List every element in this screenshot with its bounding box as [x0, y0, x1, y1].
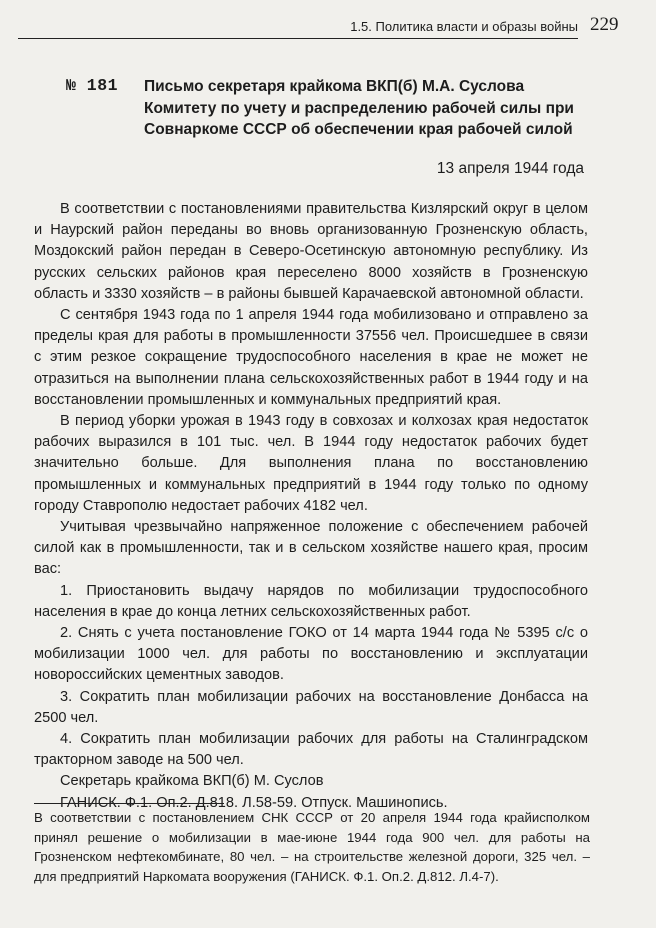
page-number: 229: [590, 14, 619, 35]
document-body: [34, 199, 588, 814]
document-date: 13 апреля 1944 года: [436, 160, 584, 177]
document-number: № 181: [66, 76, 119, 95]
running-header: [18, 18, 578, 39]
request-item: 1. Приостановить выдачу нарядов по мобилизации трудоспособного населения в крае до конца летних сельскохозяйственных работ.: [34, 582, 588, 620]
footnote-divider: [34, 803, 224, 804]
footnote: В соответствии с постановлением СНК СССР от 20 апреля 1944 года крайисполком принял решение о мобилизации в мае-июне 1944 года 900 чел. для работы на Грозненском нефтекомбинате, 80 чел. – на строительстве железной дороги, 325 чел. – для предприятий Наркомата вооружения (ГАНИСК. Ф.1. Оп.2. Д.812. Л.4-7).: [34, 810, 590, 884]
paragraph: В период уборки урожая в 1943 году в совхозах и колхозах края недостаток рабочих выразился в 101 тыс. чел. В 1944 году недостаток рабочих будет значительно больше. Для выполнения плана по восстановлению промышленных и коммунальных предприятий в 1944 году только по одному городу Ставрополю недостает рабочих 4182 чел.: [34, 413, 588, 514]
request-item: 3. Сократить план мобилизации рабочих на восстановление Донбасса на 2500 чел.: [34, 688, 588, 726]
section-title: 1.5. Политика власти и образы войны: [350, 19, 578, 34]
paragraph: В соответствии с постановлениями правительства Кизлярский округ в целом и Наурский район переданы во вновь организованную Грозненскую область, Моздокский район передан в Северо-Осетинскую автономную республику. Из русских сельских районов края переселено 8000 хозяйств в Грозненскую область и 3330 хозяйств – в районы бывшей Карачаевской автономной области.: [34, 201, 588, 302]
paragraph: С сентября 1943 года по 1 апреля 1944 года мобилизовано и отправлено за пределы края для работы в промышленности 37556 чел. Происшедшее в связи с этим резкое сокращение трудоспособного населения в крае не может не отразиться на выполнении плана сельскохозяйственных работ в 1944 году и на восстановлении промышленных и коммунальных предприятий края.: [34, 307, 588, 408]
document-title: Письмо секретаря крайкома ВКП(б) М.А. Суслова Комитету по учету и распределению рабочей силы при Совнаркоме СССР об обеспечении края рабочей силой: [144, 78, 574, 138]
signature: Секретарь крайкома ВКП(б) М. Суслов: [60, 773, 324, 790]
request-item: 4. Сократить план мобилизации рабочих для работы на Сталинградском тракторном заводе на 500 чел.: [34, 731, 588, 769]
request-list: [34, 581, 588, 772]
request-item: 2. Снять с учета постановление ГОКО от 14 марта 1944 года № 5395 с/с о мобилизации 1000 чел. для работы по восстановлению и эксплуатации новороссийских цементных заводов.: [34, 625, 588, 684]
paragraph: Учитывая чрезвычайно напряженное положение с обеспечением рабочей силой как в промышленности, так и в сельском хозяйстве нашего края, просим вас:: [34, 519, 588, 578]
archive-reference: ГАНИСК. Ф.1. Оп.2. Д.818. Л.58-59. Отпуск. Машинопись.: [60, 794, 448, 811]
